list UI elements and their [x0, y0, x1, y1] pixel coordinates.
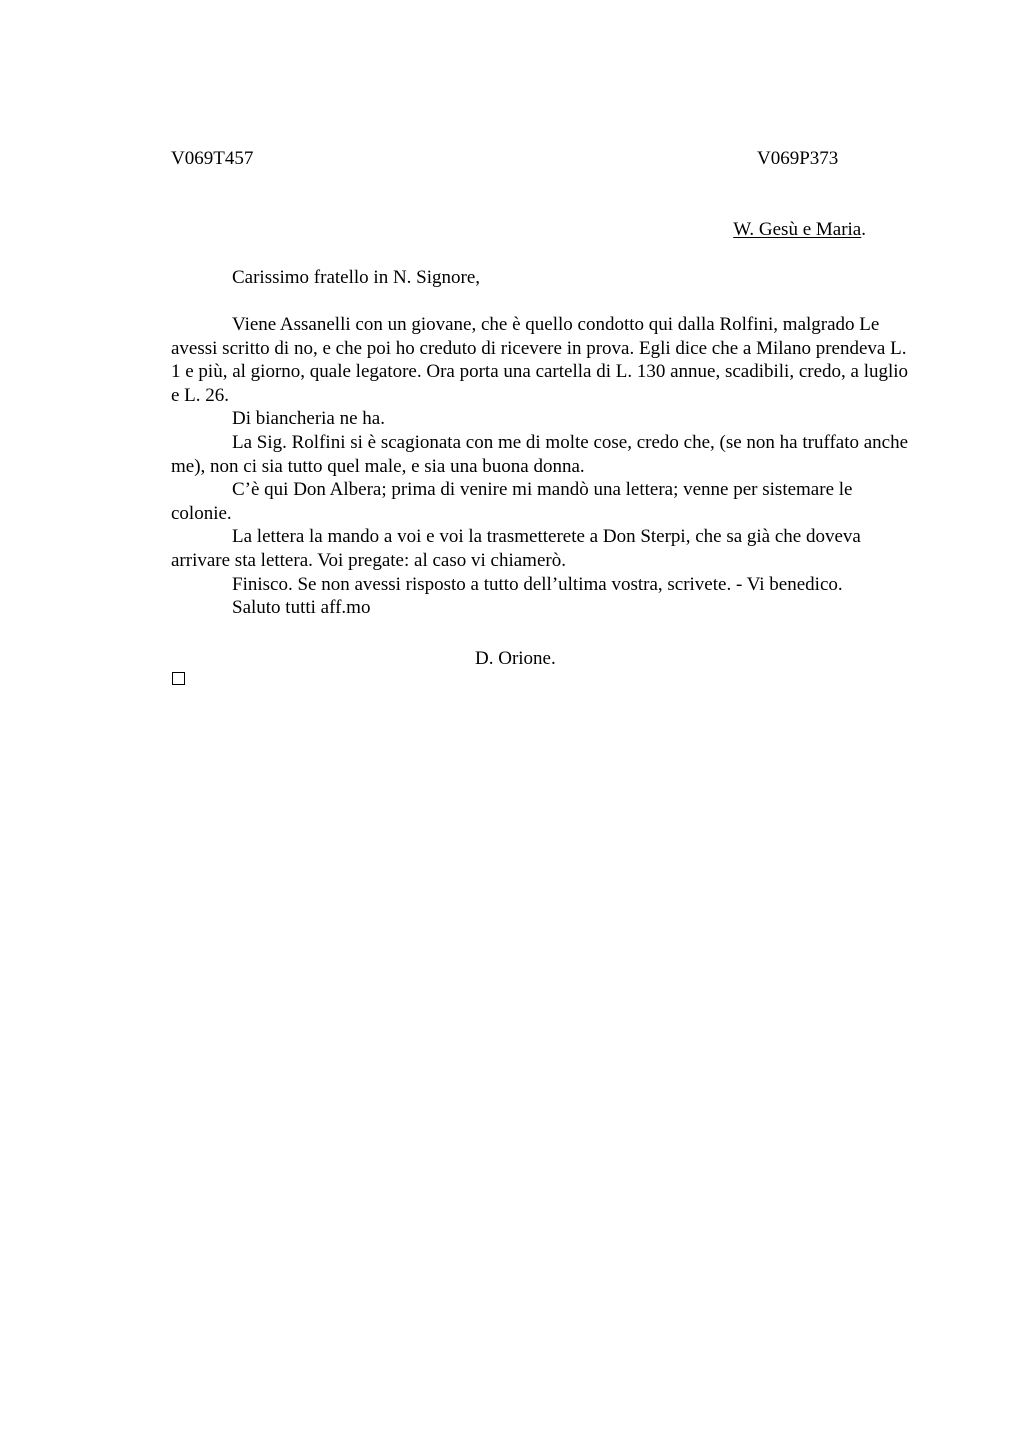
letter-paragraph: Finisco. Se non avessi risposto a tutto dell’ultima vostra, scrivete. - Vi benedico.	[232, 573, 843, 595]
document-code-right: V069P373	[757, 148, 839, 169]
letter-body	[171, 313, 917, 620]
checkbox-square-icon	[172, 672, 185, 685]
invocation-text: W. Gesù e Maria	[733, 219, 862, 240]
letter-paragraph: Saluto tutti aff.mo	[232, 597, 371, 619]
invocation-period: .	[861, 219, 866, 240]
document-code-left: V069T457	[171, 148, 254, 169]
letter-paragraph: La lettera la mando a voi e voi la trasmetterete a Don Sterpi, che sa già che doveva arrivare sta lettera. Voi pregate: al caso vi chiamerò.	[171, 526, 861, 571]
letter-paragraph: La Sig. Rolfini si è scagionata con me di molte cose, credo che, (se non ha truffato anche me), non ci sia tutto quel male, e sia una buona donna.	[171, 431, 909, 477]
letter-greeting: Carissimo fratello in N. Signore,	[232, 267, 481, 288]
letter-paragraph: C’è qui Don Albera; prima di venire mi mandò una lettera; venne per sistemare le colonie.	[171, 479, 853, 524]
letter-signature: D. Orione.	[475, 648, 556, 669]
invocation	[733, 218, 866, 242]
letter-paragraph: Di biancheria ne ha.	[232, 408, 385, 430]
letter-paragraph: Viene Assanelli con un giovane, che è quello condotto qui dalla Rolfini, malgrado Le avessi scritto di no, e che poi ho creduto di ricevere in prova. Egli dice che a Milano prendeva L. 1 e più, al giorno, quale legatore. Ora porta una cartella di L. 130 annue, scadibili, credo, a luglio e L. 26.	[171, 314, 909, 406]
